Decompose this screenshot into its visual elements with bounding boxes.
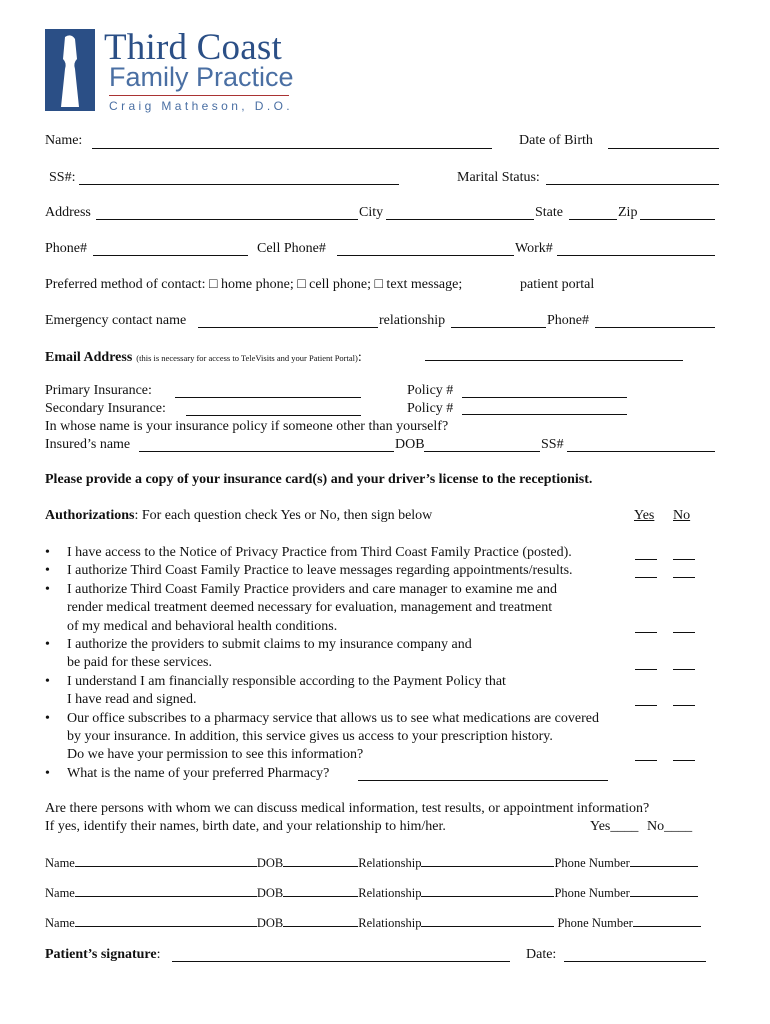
dob-label: Date of Birth: [519, 133, 593, 148]
person-name-label: Name: [45, 886, 75, 900]
marital-field[interactable]: [546, 184, 719, 185]
insured-dob-field[interactable]: [424, 451, 540, 452]
auth5-yes-blank[interactable]: [635, 705, 657, 706]
person-name-label: Name: [45, 856, 75, 870]
policy2-field[interactable]: [462, 414, 627, 415]
authorization-item: • I authorize Third Coast Family Practice providers and care manager to examine me and render medical treatment deemed necessary for evaluation, management and treatment of my medical and behavioral health conditions.: [45, 581, 705, 636]
person-phone-field[interactable]: [630, 883, 698, 897]
signature-date-label: Date:: [526, 947, 557, 962]
auth5-no-blank[interactable]: [673, 705, 695, 706]
auth6-no-blank[interactable]: [673, 760, 695, 761]
zip-label: Zip: [618, 205, 638, 220]
state-label: State: [535, 205, 563, 220]
logo-subtitle: Family Practice: [109, 62, 294, 92]
dob-field[interactable]: [608, 148, 719, 149]
policy1-field[interactable]: [462, 397, 627, 398]
city-label: City: [359, 205, 384, 220]
email-note: (this is necessary for access to TeleVisits and your Patient Portal): [136, 353, 358, 363]
person-name-field[interactable]: [75, 913, 257, 927]
signature-label: Patient’s signature: [45, 947, 157, 962]
signature-field[interactable]: [172, 961, 510, 962]
persons-question: Are there persons with whom we can discuss medical information, test results, or appointment information?: [45, 801, 650, 816]
person-phone-label: Phone Number: [557, 916, 633, 930]
person-name-field[interactable]: [75, 853, 257, 867]
name-field[interactable]: [92, 148, 492, 149]
email-field[interactable]: [425, 360, 683, 361]
email-row: Email Address (this is necessary for access to TeleVisits and your Patient Portal):: [45, 350, 362, 365]
person-name-field[interactable]: [75, 883, 257, 897]
person-dob-field[interactable]: [283, 853, 358, 867]
authorization-item: • I authorize the providers to submit claims to my insurance company and be paid for these services.: [45, 636, 705, 673]
emergency-phone-label: Phone#: [547, 313, 589, 328]
person-dob-field[interactable]: [283, 913, 358, 927]
person-row-1: [45, 853, 698, 871]
email-label: Email Address: [45, 350, 133, 365]
authorization-item: • Our office subscribes to a pharmacy service that allows us to see what medications are covered by your insurance. In addition, this service gives us access to your prescription history. Do we have your permission to see this information?: [45, 710, 705, 765]
auth1-yes-blank[interactable]: [635, 559, 657, 560]
person-dob-field[interactable]: [283, 883, 358, 897]
cell-label: Cell Phone#: [257, 241, 326, 256]
person-relationship-label: Relationship: [358, 886, 422, 900]
authorization-item: • I understand I am financially responsible according to the Payment Policy that I have read and signed.: [45, 673, 705, 710]
auth1-no-blank[interactable]: [673, 559, 695, 560]
work-field[interactable]: [557, 255, 715, 256]
person-phone-field[interactable]: [630, 853, 698, 867]
auth2-yes-blank[interactable]: [635, 577, 657, 578]
logo-emblem: [45, 29, 95, 111]
person-relationship-label: Relationship: [358, 856, 422, 870]
auth4-yes-blank[interactable]: [635, 669, 657, 670]
relationship-label: relationship: [379, 313, 446, 328]
yes-column-header: Yes: [634, 508, 655, 523]
auth3-no-blank[interactable]: [673, 632, 695, 633]
insured-ss-label: SS#: [541, 437, 564, 452]
primary-insurance-label: Primary Insurance:: [45, 383, 152, 398]
authorizations-heading: Authorizations: For each question check Yes or No, then sign below: [45, 508, 433, 523]
zip-field[interactable]: [640, 219, 715, 220]
logo-divider: [109, 95, 289, 96]
person-phone-label: Phone Number: [554, 886, 630, 900]
person-relationship-field[interactable]: [421, 913, 554, 927]
address-field[interactable]: [96, 219, 358, 220]
secondary-insurance-field[interactable]: [186, 415, 361, 416]
person-phone-label: Phone Number: [554, 856, 630, 870]
auth3-yes-blank[interactable]: [635, 632, 657, 633]
policy1-label: Policy #: [407, 383, 454, 398]
signature-date-field[interactable]: [564, 961, 706, 962]
insurance-card-notice: Please provide a copy of your insurance card(s) and your driver’s license to the receptionist.: [45, 472, 593, 487]
signature-row: Patient’s signature:: [45, 947, 161, 962]
authorization-item: • I have access to the Notice of Privacy Practice from Third Coast Family Practice (posted).: [45, 544, 705, 562]
policy2-label: Policy #: [407, 401, 454, 416]
cell-field[interactable]: [337, 255, 514, 256]
insured-name-label: Insured’s name: [45, 437, 131, 452]
patient-portal-option[interactable]: patient portal: [520, 277, 595, 292]
logo-doctor-name: Craig Matheson, D.O.: [109, 99, 294, 113]
person-dob-label: DOB: [256, 916, 284, 930]
address-label: Address: [45, 205, 91, 220]
person-dob-label: DOB: [256, 886, 284, 900]
marital-label: Marital Status:: [457, 170, 540, 185]
auth4-no-blank[interactable]: [673, 669, 695, 670]
phone-label: Phone#: [45, 241, 87, 256]
no-column-header: No: [673, 508, 691, 523]
phone-field[interactable]: [93, 255, 248, 256]
secondary-insurance-label: Secondary Insurance:: [45, 401, 166, 416]
persons-identify: If yes, identify their names, birth date, and your relationship to him/her.: [45, 819, 446, 834]
auth6-yes-blank[interactable]: [635, 760, 657, 761]
logo-title: Third Coast: [104, 27, 282, 68]
state-field[interactable]: [569, 219, 617, 220]
ss-field[interactable]: [79, 184, 399, 185]
work-label: Work#: [515, 241, 553, 256]
person-row-2: [45, 883, 698, 901]
persons-yes[interactable]: Yes____: [590, 819, 639, 834]
emergency-phone-field[interactable]: [595, 327, 715, 328]
person-phone-field[interactable]: [633, 913, 701, 927]
primary-insurance-field[interactable]: [175, 397, 361, 398]
person-relationship-field[interactable]: [421, 883, 554, 897]
person-relationship-field[interactable]: [421, 853, 554, 867]
pharmacy-field[interactable]: [358, 780, 608, 781]
name-label: Name:: [45, 133, 83, 148]
authorization-list: [45, 544, 705, 783]
person-row-3: [45, 913, 701, 931]
preferred-contact-options[interactable]: Preferred method of contact: □ home phone; □ cell phone; □ text message;: [45, 277, 463, 292]
auth2-no-blank[interactable]: [673, 577, 695, 578]
lighthouse-icon: [45, 29, 95, 111]
emergency-name-label: Emergency contact name: [45, 313, 187, 328]
insured-dob-label: DOB: [395, 437, 425, 452]
insured-ss-field[interactable]: [567, 451, 715, 452]
person-relationship-label: Relationship: [358, 916, 422, 930]
city-field[interactable]: [386, 219, 534, 220]
relationship-field[interactable]: [451, 327, 546, 328]
insured-name-field[interactable]: [139, 451, 394, 452]
person-name-label: Name: [45, 916, 75, 930]
authorization-item: • I authorize Third Coast Family Practice to leave messages regarding appointments/results.: [45, 562, 705, 580]
ss-label: SS#:: [49, 170, 76, 185]
authorization-item: • What is the name of your preferred Pharmacy?: [45, 765, 705, 783]
persons-no[interactable]: No____: [647, 819, 693, 834]
emergency-name-field[interactable]: [198, 327, 378, 328]
person-dob-label: DOB: [256, 856, 284, 870]
insured-question: In whose name is your insurance policy if someone other than yourself?: [45, 419, 449, 434]
